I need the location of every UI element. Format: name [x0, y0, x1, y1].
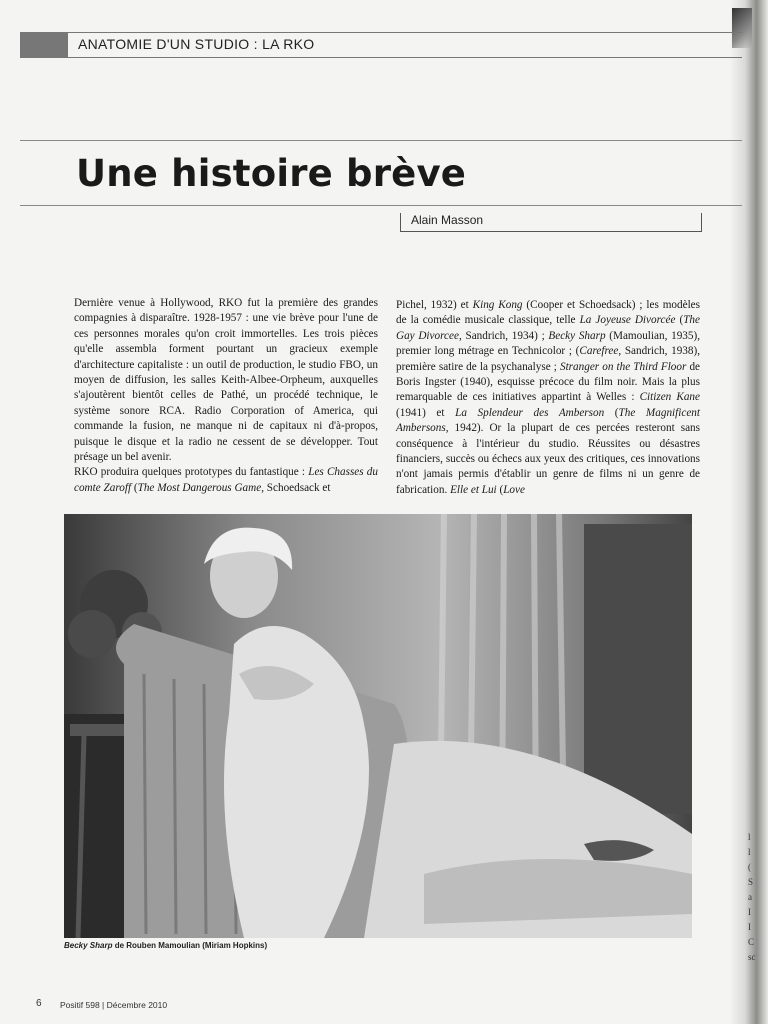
text-run: Pichel, 1932) et	[396, 299, 473, 311]
author-box	[400, 213, 702, 232]
bleed-letter: C	[748, 937, 755, 947]
title-rule-top	[20, 140, 742, 141]
film-title: La Joyeuse Divorcée	[579, 314, 676, 327]
caption-credit: de Rouben Mamoulian (Miriam Hopkins)	[112, 941, 268, 950]
text-run: , Sandrich, 1938), première satire de la psychanalyse ;	[396, 345, 700, 373]
film-title: Carefree	[579, 345, 619, 358]
paragraph-3	[396, 298, 700, 498]
caption-film-title: Becky Sharp	[64, 941, 113, 950]
bleed-letter: l	[748, 832, 751, 842]
text-column-left	[74, 296, 378, 496]
bleed-letter: l	[748, 847, 751, 857]
text-column-right	[396, 298, 700, 498]
issue-info: Positif 598 | Décembre 2010	[60, 1000, 168, 1010]
photo-caption	[64, 941, 267, 950]
page-number: 6	[36, 998, 42, 1009]
text-run: RKO produira quelques prototypes du fantastique :	[74, 466, 309, 479]
film-title: Les Chasses du comte Zaroff	[74, 466, 378, 494]
paragraph-1: Dernière venue à Hollywood, RKO fut la première des grandes compagnies à disparaître. 1928-1957 : une vie brève pour l'une de ces personnes morales qu'on croit immortelles. Les trois pièces qu'elle assembla forment pourtant un gracieux exemple d'architecture capitaliste : un outil de production, le studio FBO, un moyen de diffusion, les salles Keith-Albee-Orpheum, auxquelles s'ajoutèrent bientôt celles de Pathé, un procédé technique, le système sonore RCA. Radio Corporation of America, qui commande la fusion, ne manque ni de capitaux ni d'à-propos, puisque le disque et la radio ne cessent de se développer. Tout présage un bel avenir.	[74, 297, 378, 464]
film-title: Love	[503, 483, 525, 496]
film-title: Elle et Lui	[450, 483, 497, 496]
bleed-letter: sc	[748, 952, 756, 962]
section-header	[20, 32, 742, 58]
article-title: Une histoire brève	[76, 152, 467, 195]
text-run: (Cooper et Schoedsack) ; les modèles de la comédie musicale classique, telle	[396, 299, 700, 327]
text-run: de Boris Ingster (1940), esquisse précoce du film noir. Mais la plus remarquable de ces initiatives appartint à Welles :	[396, 360, 701, 404]
film-title: The Most Dangerous Game	[137, 481, 262, 494]
text-run: (1941) et	[396, 406, 456, 419]
film-title: The Magnificent Ambersons	[396, 406, 700, 435]
bleed-letter: S	[748, 877, 754, 887]
bleed-letter: (	[748, 862, 751, 872]
text-run: , Schoedsack et	[261, 481, 331, 494]
section-rubric: ANATOMIE D'UN STUDIO : LA RKO	[78, 36, 315, 52]
text-run: (	[604, 406, 619, 419]
film-title: Citizen Kane	[639, 391, 700, 404]
header-tab	[20, 33, 68, 57]
film-still-illustration	[64, 514, 692, 938]
text-run: , 1942). Or la plupart de ces percées resteront sans conséquence à l'intérieur du studio. Réussites ou désastres financiers, succès ou échecs aux yeux des critiques, ces innovations n'ont jamais permis d'établir un genre de films ni un genre de fabrication.	[396, 422, 700, 496]
text-run: (	[675, 314, 684, 327]
film-title: Stranger on the Third Floor	[559, 360, 687, 373]
film-title: The Gay Divorcee	[396, 314, 700, 342]
film-still-photo	[64, 514, 692, 938]
text-run: , Sandrich, 1934) ;	[458, 329, 549, 342]
text-run: (Mamoulian, 1935), premier long métrage en Technicolor ; (	[396, 329, 700, 358]
bleed-letter: I	[748, 907, 751, 917]
text-run: (	[496, 483, 504, 496]
bleed-letter: I	[748, 922, 751, 932]
film-title: King Kong	[472, 299, 523, 311]
text-run: (	[131, 481, 138, 494]
next-page-bleed	[748, 830, 762, 965]
bleed-letter: a	[748, 892, 752, 902]
paragraph-2	[74, 465, 378, 496]
film-title: Becky Sharp	[548, 329, 606, 342]
film-title: La Splendeur des Amberson	[455, 406, 605, 419]
author-name: Alain Masson	[411, 213, 484, 227]
title-rule-bottom	[20, 205, 742, 206]
